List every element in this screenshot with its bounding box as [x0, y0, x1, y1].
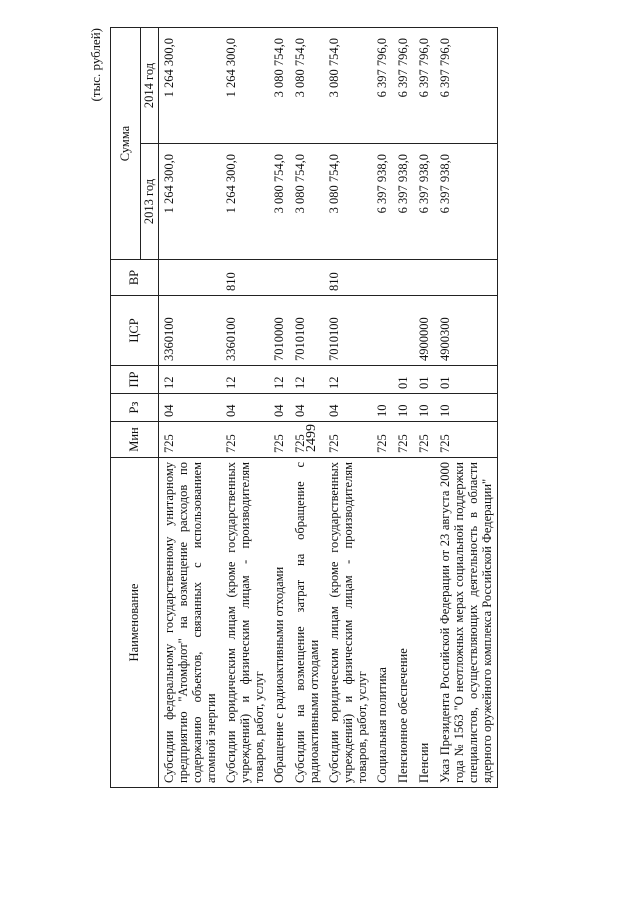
header-2013: 2013 год [141, 144, 159, 260]
row-vr [393, 260, 414, 296]
row-name: Субсидии юридическим лицам (кроме государственных учреждений) и физическим лицам - производителям товаров, работ, услуг [221, 458, 269, 788]
row-csr: 7010100 [290, 296, 324, 366]
row-rz: 10 [414, 394, 435, 422]
row-name: Обращение с радиоактивными отходами [269, 458, 290, 788]
row-pr: 01 [414, 366, 435, 394]
row-rz: 04 [221, 394, 269, 422]
row-pr: 01 [435, 366, 498, 394]
row-2013: 6 397 938,0 [414, 144, 435, 260]
row-2013: 3 080 754,0 [290, 144, 324, 260]
row-2013: 6 397 938,0 [372, 144, 393, 260]
header-name: Наименование [111, 458, 159, 788]
row-2013: 6 397 938,0 [393, 144, 414, 260]
row-rz: 04 [159, 394, 222, 422]
header-min: Мин [111, 422, 159, 458]
header-pr: ПР [111, 366, 159, 394]
row-pr: 12 [290, 366, 324, 394]
budget-table [110, 27, 498, 788]
row-2014: 6 397 796,0 [435, 28, 498, 144]
units-note: (тыс. рублей) [88, 28, 103, 102]
row-csr: 4900300 [435, 296, 498, 366]
row-pr [372, 366, 393, 394]
row-2013: 6 397 938,0 [435, 144, 498, 260]
row-csr [372, 296, 393, 366]
table-row [372, 28, 393, 788]
row-name: Субсидии юридическим лицам (кроме государственных учреждений) и физическим лицам - производителям товаров, работ, услуг [324, 458, 372, 788]
table-row [324, 28, 372, 788]
page-number: 2499 [304, 424, 319, 452]
row-name: Пенсии [414, 458, 435, 788]
row-name: Указ Президента Российской Федерации от 23 августа 2000 года № 1563 "О неотложных мерах социальной поддержки специалистов, осуществляющих деятельность в области ядерного оружейного комплекса Российской Федерации" [435, 458, 498, 788]
row-vr [290, 260, 324, 296]
row-2014: 6 397 796,0 [414, 28, 435, 144]
row-vr: 810 [221, 260, 269, 296]
header-vr: ВР [111, 260, 159, 296]
row-rz: 10 [393, 394, 414, 422]
header-sum: Сумма [111, 28, 141, 260]
row-2013: 3 080 754,0 [269, 144, 290, 260]
row-vr [435, 260, 498, 296]
row-csr: 7010000 [269, 296, 290, 366]
row-name: Социальная политика [372, 458, 393, 788]
row-name: Субсидии федеральному государственному унитарному предприятию "Атомфлот" на возмещение расходов по содержанию объектов, связанных с использованием атомной энергии [159, 458, 222, 788]
row-name: Субсидии на возмещение затрат на обращение с радиоактивными отходами [290, 458, 324, 788]
row-vr [269, 260, 290, 296]
table-row [393, 28, 414, 788]
row-2014: 6 397 796,0 [393, 28, 414, 144]
row-csr [393, 296, 414, 366]
row-pr: 01 [393, 366, 414, 394]
row-2013: 1 264 300,0 [159, 144, 222, 260]
row-rz: 04 [324, 394, 372, 422]
table-row [159, 28, 222, 788]
row-2014: 3 080 754,0 [324, 28, 372, 144]
row-name: Пенсионное обеспечение [393, 458, 414, 788]
row-2013: 1 264 300,0 [221, 144, 269, 260]
row-min: 725 [324, 422, 372, 458]
rotated-content [88, 28, 630, 788]
row-min: 725 [159, 422, 222, 458]
row-vr [372, 260, 393, 296]
table-row [435, 28, 498, 788]
row-csr: 4900000 [414, 296, 435, 366]
row-csr: 7010100 [324, 296, 372, 366]
row-vr: 810 [324, 260, 372, 296]
row-min: 725 [393, 422, 414, 458]
row-rz: 10 [372, 394, 393, 422]
header-rz: Рз [111, 394, 159, 422]
row-vr [414, 260, 435, 296]
row-2013: 3 080 754,0 [324, 144, 372, 260]
row-min: 725 [372, 422, 393, 458]
row-2014: 6 397 796,0 [372, 28, 393, 144]
row-min: 725 [290, 422, 324, 458]
row-min: 725 [435, 422, 498, 458]
row-vr [159, 260, 222, 296]
row-2014: 1 264 300,0 [221, 28, 269, 144]
row-pr: 12 [221, 366, 269, 394]
header-2014: 2014 год [141, 28, 159, 144]
row-pr: 12 [324, 366, 372, 394]
row-rz: 04 [290, 394, 324, 422]
row-csr: 3360100 [159, 296, 222, 366]
table-row [269, 28, 290, 788]
row-2014: 3 080 754,0 [269, 28, 290, 144]
row-csr: 3360100 [221, 296, 269, 366]
row-min: 725 [414, 422, 435, 458]
row-rz: 04 [269, 394, 290, 422]
row-2014: 1 264 300,0 [159, 28, 222, 144]
header-csr: ЦСР [111, 296, 159, 366]
row-min: 725 [269, 422, 290, 458]
row-rz: 10 [435, 394, 498, 422]
row-pr: 12 [269, 366, 290, 394]
table-row [414, 28, 435, 788]
row-min: 725 [221, 422, 269, 458]
table-row [221, 28, 269, 788]
row-pr: 12 [159, 366, 222, 394]
table-row [290, 28, 324, 788]
row-2014: 3 080 754,0 [290, 28, 324, 144]
